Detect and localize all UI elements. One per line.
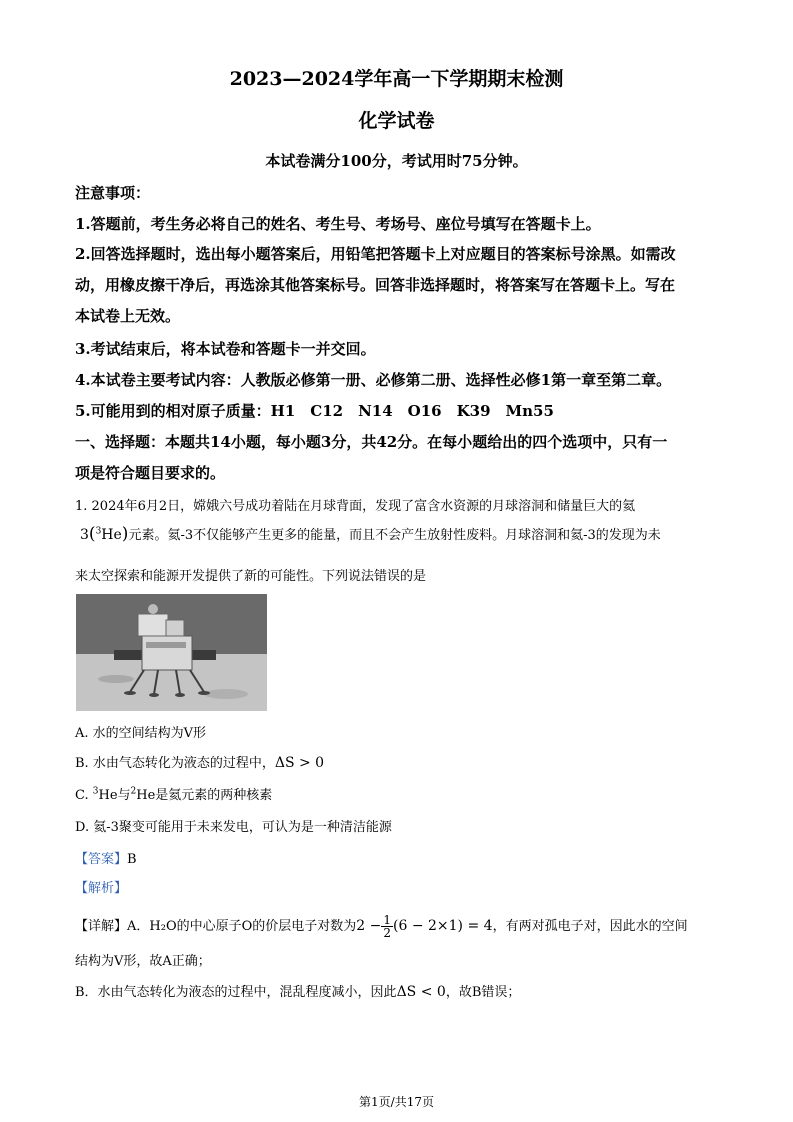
- fraction-one-half: $\frac{1}{2}$: [383, 913, 392, 940]
- detail-a-line1: 【详解】A．H₂O的中心原子O的价层电子对数为2 − $\frac{1}{2}$ (6 − 2×1) = 4，有两对孤电子对，因此水的空间: [75, 913, 688, 940]
- note-item-4: 4.本试卷主要考试内容：人教版必修第一册、必修第二册、选择性必修1第一章至第二章。: [75, 371, 672, 389]
- lunar-lander-photo: [76, 594, 267, 711]
- exam-info: 本试卷满分100分，考试用时75分钟。: [265, 152, 528, 170]
- exam-title: 2023—2024学年高一下学期期末检测: [229, 68, 564, 90]
- option-c: C. $^3$He与$^2$He是氦元素的两种核素: [75, 786, 273, 803]
- page-footer: 第1页/共17页: [359, 1095, 434, 1109]
- option-a: A. 水的空间结构为V形: [75, 726, 207, 741]
- answer-value: B: [127, 852, 137, 867]
- answer-label: 【答案】: [75, 852, 128, 867]
- answer-line: [75, 848, 137, 867]
- note-item-2-line3: 本试卷上无效。: [75, 307, 181, 325]
- helium3-formula: 3($^3$He): [80, 524, 129, 544]
- section-heading-line1: 一、选择题：本题共14小题，每小题3分，共42分。在每小题给出的四个选项中，只有一: [75, 433, 668, 451]
- analysis-label: 【解析】: [75, 881, 128, 896]
- note-item-3: 3.考试结束后，将本试卷和答题卡一并交回。: [75, 340, 376, 358]
- note-item-5: 5.可能用到的相对原子质量：H1 C12 N14 O16 K39 Mn55: [75, 402, 554, 420]
- detail-a-line2: 结构为V形，故A正确；: [75, 954, 211, 969]
- note-item-2-line2: 动，用橡皮擦干净后，再选涂其他答案标号。回答非选择题时，将答案写在答题卡上。写在: [75, 276, 676, 294]
- exam-subtitle: 化学试卷: [358, 110, 435, 132]
- note-item-1: 1.答题前，考生务必将自己的姓名、考生号、考场号、座位号填写在答题卡上。: [75, 215, 601, 233]
- question-1-line2: 3($^3$He)元素。氦-3不仅能够产生更多的能量，而且不会产生放射性废料。月球溶洞和氦-3的发现为未: [80, 524, 661, 544]
- section-heading-line2: 项是符合题目要求的。: [75, 464, 226, 482]
- question-1-line1: 1. 2024年6月2日，嫦娥六号成功着陆在月球背面，发现了富含水资源的月球溶洞和储量巨大的氦: [75, 499, 636, 514]
- note-item-2-line1: 2.回答选择题时，选出每小题答案后，用铅笔把答题卡上对应题目的答案标号涂黑。如需改: [75, 245, 676, 263]
- question-1-line3: 来太空探索和能源开发提供了新的可能性。下列说法错误的是: [75, 569, 427, 584]
- option-b: B. 水由气态转化为液态的过程中，ΔS > 0: [75, 755, 325, 771]
- detail-b-line: B．水由气态转化为液态的过程中，混乱程度减小，因此ΔS < 0，故B错误；: [75, 984, 521, 1000]
- notes-heading: 注意事项：: [75, 184, 151, 202]
- option-d: D. 氦-3聚变可能用于未来发电，可认为是一种清洁能源: [75, 820, 392, 835]
